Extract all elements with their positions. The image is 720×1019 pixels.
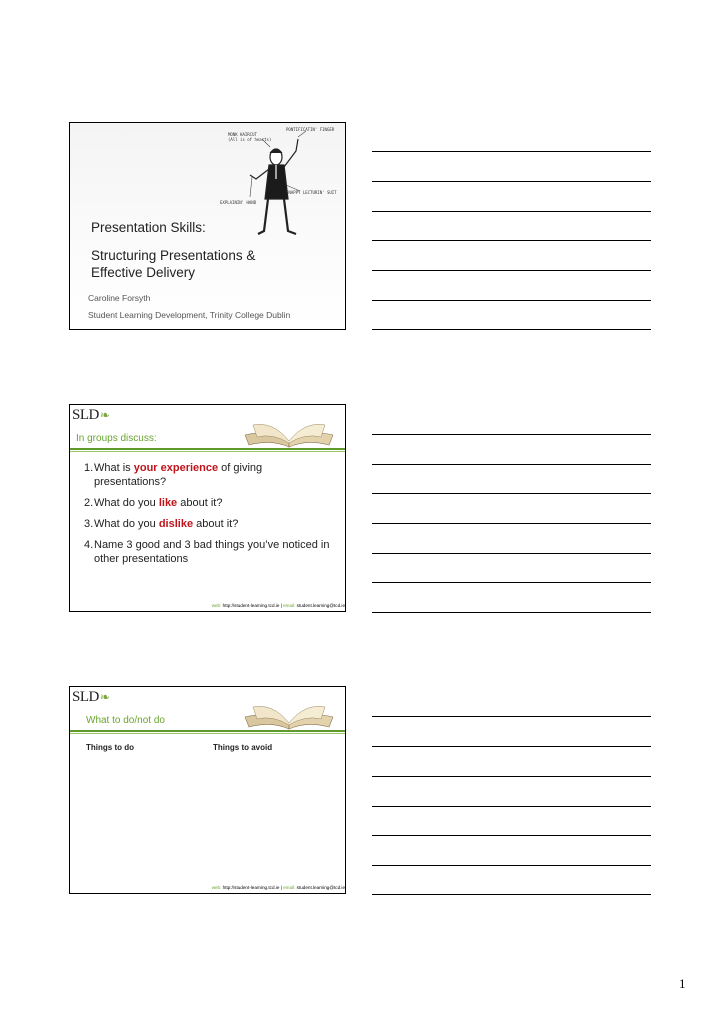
note-line: [372, 553, 651, 554]
note-line: [372, 211, 651, 212]
sld-logo: SLD❧: [72, 407, 110, 423]
caption-haircut: MONK HAIRCUT: [228, 132, 257, 137]
author-name: Caroline Forsyth: [88, 293, 151, 303]
caption-haircut-note: (All is of hearts): [228, 137, 272, 142]
note-line: [372, 776, 651, 777]
subtitle-line-1: Structuring Presentations &: [91, 248, 256, 263]
list-item: 4. Name 3 good and 3 bad things you’ve noticed in other presentations: [84, 539, 330, 565]
heading-divider: [70, 730, 345, 732]
presentation-title: Presentation Skills:: [91, 220, 206, 235]
slide-heading: In groups discuss:: [76, 433, 157, 444]
subtitle-line-2: Effective Delivery: [91, 265, 196, 280]
note-line: [372, 865, 651, 866]
note-line: [372, 835, 651, 836]
discussion-questions: [84, 461, 334, 573]
note-line: [372, 464, 651, 465]
slide-footer: web: http://student-learning.tcd.ie | email: student.learning@tcd.ie: [211, 603, 345, 608]
presentation-subtitle: [91, 247, 281, 281]
caption-finger: PONTIFICATIN' FINGER: [286, 127, 335, 132]
note-line: [372, 300, 651, 301]
slide-footer: web: http://student-learning.tcd.ie | email: student.learning@tcd.ie: [211, 885, 345, 890]
open-book-icon: [239, 693, 339, 731]
author-department: Student Learning Development, Trinity College Dublin: [88, 310, 291, 320]
heading-divider: [70, 448, 345, 450]
sld-logo: SLD❧: [72, 689, 110, 705]
list-item: 1. What is your experience of giving presentations?: [84, 462, 263, 488]
email-link[interactable]: student.learning@tcd.ie: [295, 885, 345, 890]
note-line: [372, 612, 651, 613]
note-line: [372, 270, 651, 271]
note-line: [372, 434, 651, 435]
slide-title: [69, 122, 346, 330]
note-line: [372, 582, 651, 583]
web-link[interactable]: http://student-learning.tcd.ie: [221, 603, 280, 608]
list-item: 2. What do you like about it?: [84, 497, 223, 509]
leaf-icon: ❧: [99, 408, 110, 422]
lecturer-cartoon-illustration: [210, 127, 346, 242]
caption-hand: EXPLAININ' HAND: [220, 200, 257, 205]
note-line: [372, 329, 651, 330]
note-line: [372, 181, 651, 182]
slide-heading: What to do/not do: [86, 715, 165, 726]
list-item: 3. What do you dislike about it?: [84, 518, 239, 530]
page-number: 1: [679, 976, 686, 991]
note-line: [372, 894, 651, 895]
web-link[interactable]: http://student-learning.tcd.ie: [221, 885, 280, 890]
note-line: [372, 716, 651, 717]
leaf-icon: ❧: [99, 690, 110, 704]
note-line: [372, 151, 651, 152]
note-line: [372, 523, 651, 524]
email-link[interactable]: student.learning@tcd.ie: [295, 603, 345, 608]
note-line: [372, 746, 651, 747]
caption-suit: SNAPPY LECTURIN' SUIT: [286, 190, 337, 195]
open-book-icon: [239, 411, 339, 449]
note-line: [372, 806, 651, 807]
column-header-things-to-do: Things to do: [86, 743, 134, 752]
slide-group-discussion: [69, 404, 346, 612]
slide-what-to-do: [69, 686, 346, 894]
note-line: [372, 493, 651, 494]
column-header-things-to-avoid: Things to avoid: [213, 743, 273, 752]
note-line: [372, 240, 651, 241]
